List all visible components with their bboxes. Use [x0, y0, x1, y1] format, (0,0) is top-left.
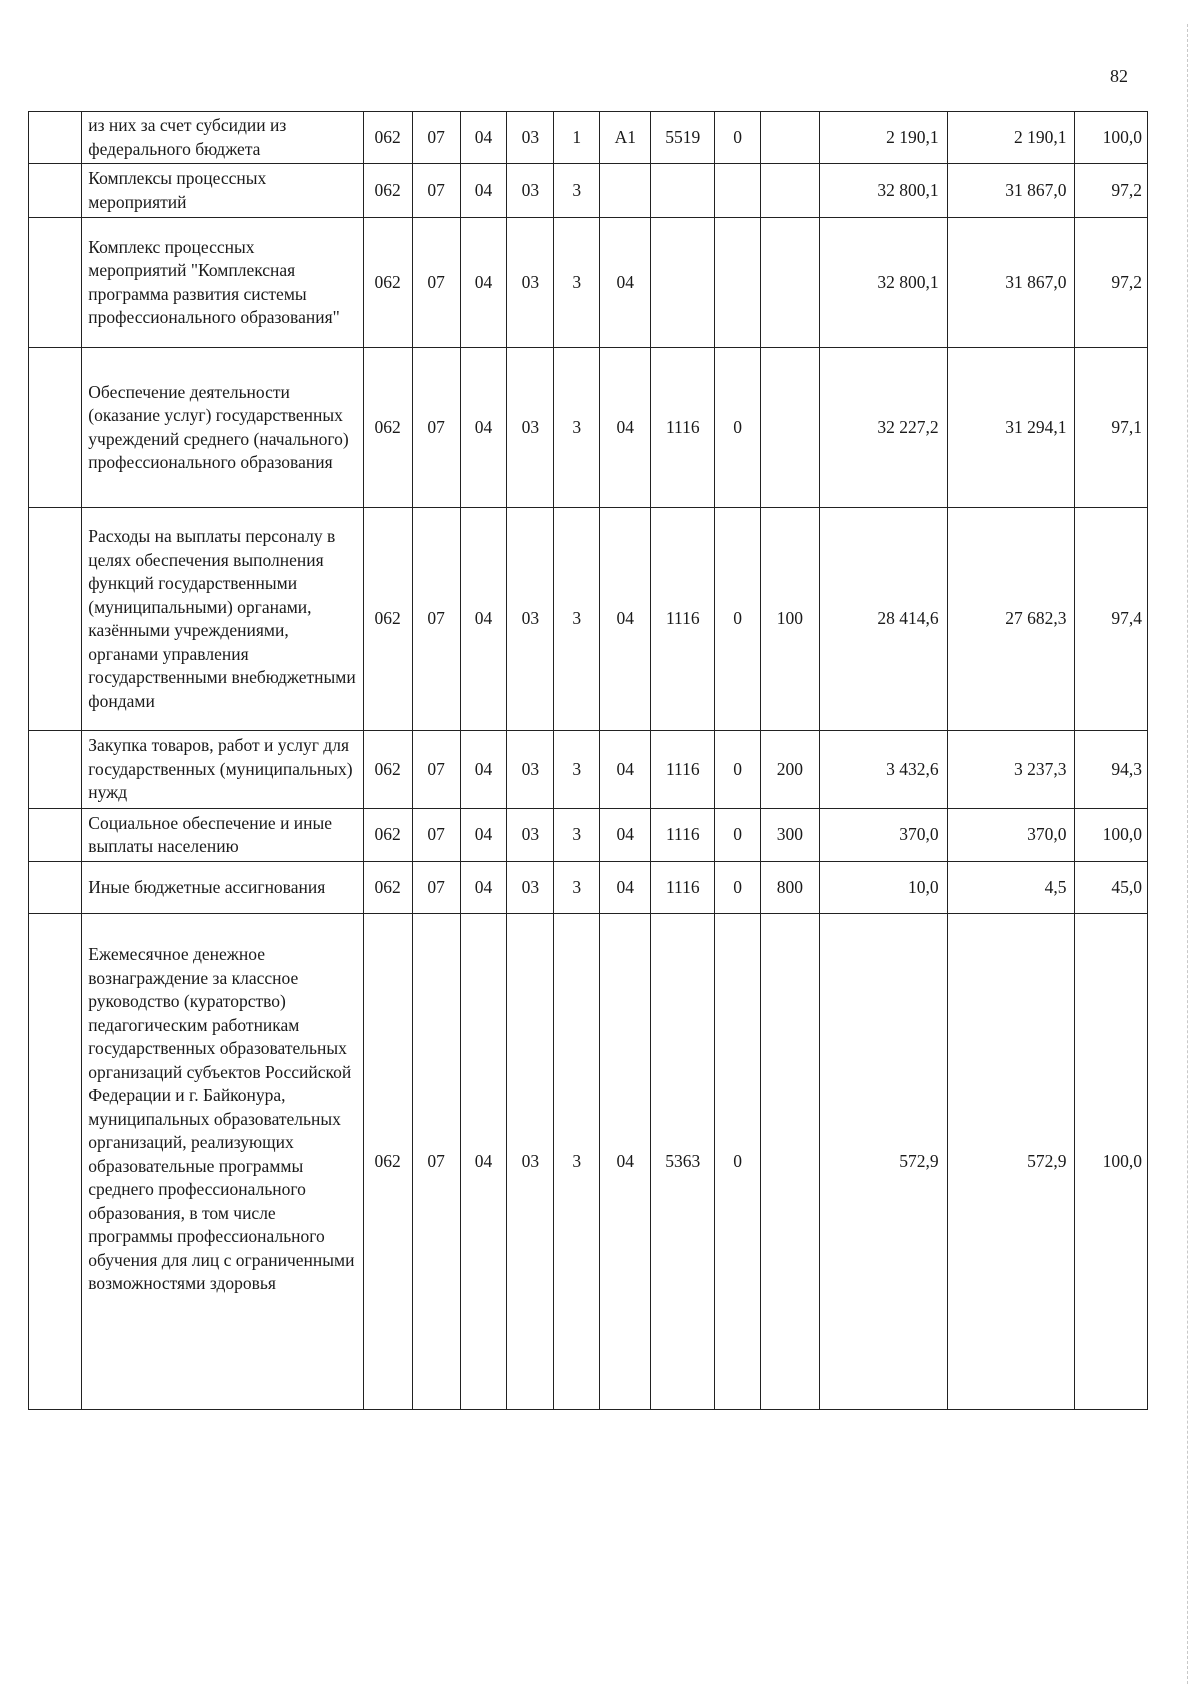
section-code: 07	[412, 508, 460, 731]
ved-code: 062	[363, 914, 412, 1410]
empty-cell	[29, 731, 82, 809]
target-article-part-5: 0	[715, 809, 761, 862]
plan-amount: 32 800,1	[819, 164, 947, 218]
expense-type-code	[761, 164, 820, 218]
target-article-part-4: 1116	[651, 809, 715, 862]
expense-type-code	[761, 218, 820, 348]
section-code: 07	[412, 348, 460, 508]
target-article-part-4: 5519	[651, 112, 715, 164]
expense-type-code: 800	[761, 862, 820, 914]
target-article-part-2: 3	[554, 862, 600, 914]
table-row	[29, 348, 1148, 508]
ved-code: 062	[363, 508, 412, 731]
subsection-code: 04	[460, 731, 507, 809]
subsection-code: 04	[460, 508, 507, 731]
empty-cell	[29, 218, 82, 348]
target-article-part-1: 03	[507, 348, 554, 508]
fact-amount: 27 682,3	[947, 508, 1075, 731]
target-article-part-1: 03	[507, 218, 554, 348]
section-code: 07	[412, 809, 460, 862]
target-article-part-4	[651, 164, 715, 218]
section-code: 07	[412, 731, 460, 809]
fact-amount: 31 867,0	[947, 218, 1075, 348]
row-name: Закупка товаров, работ и услуг для государственных (муниципальных) нужд	[82, 731, 363, 809]
target-article-part-3: 04	[600, 862, 651, 914]
table-row	[29, 809, 1148, 862]
target-article-part-3	[600, 164, 651, 218]
target-article-part-4	[651, 218, 715, 348]
ved-code: 062	[363, 862, 412, 914]
target-article-part-1: 03	[507, 809, 554, 862]
target-article-part-5	[715, 164, 761, 218]
row-name: Иные бюджетные ассигнования	[82, 862, 363, 914]
row-name: Обеспечение деятельности (оказание услуг) государственных учреждений среднего (начального) профессионального образования	[82, 348, 363, 508]
target-article-part-1: 03	[507, 164, 554, 218]
target-article-part-3: 04	[600, 731, 651, 809]
subsection-code: 04	[460, 218, 507, 348]
target-article-part-2: 1	[554, 112, 600, 164]
target-article-part-4: 1116	[651, 508, 715, 731]
plan-amount: 10,0	[819, 862, 947, 914]
section-code: 07	[412, 164, 460, 218]
target-article-part-1: 03	[507, 731, 554, 809]
empty-cell	[29, 914, 82, 1410]
expense-type-code	[761, 348, 820, 508]
target-article-part-1: 03	[507, 914, 554, 1410]
fact-amount: 370,0	[947, 809, 1075, 862]
target-article-part-2: 3	[554, 508, 600, 731]
target-article-part-5: 0	[715, 731, 761, 809]
table-row	[29, 218, 1148, 348]
execution-percent: 97,2	[1075, 164, 1148, 218]
table-row	[29, 164, 1148, 218]
expense-type-code	[761, 112, 820, 164]
subsection-code: 04	[460, 164, 507, 218]
expense-type-code: 200	[761, 731, 820, 809]
subsection-code: 04	[460, 112, 507, 164]
execution-percent: 45,0	[1075, 862, 1148, 914]
row-name: Комплекс процессных мероприятий "Комплексная программа развития системы профессионального образования"	[82, 218, 363, 348]
empty-cell	[29, 112, 82, 164]
table-row	[29, 914, 1148, 1410]
row-name: Социальное обеспечение и иные выплаты населению	[82, 809, 363, 862]
target-article-part-4: 1116	[651, 862, 715, 914]
target-article-part-2: 3	[554, 731, 600, 809]
subsection-code: 04	[460, 914, 507, 1410]
target-article-part-4: 1116	[651, 348, 715, 508]
target-article-part-1: 03	[507, 508, 554, 731]
section-code: 07	[412, 914, 460, 1410]
ved-code: 062	[363, 112, 412, 164]
subsection-code: 04	[460, 348, 507, 508]
row-name: Комплексы процессных мероприятий	[82, 164, 363, 218]
target-article-part-3: 04	[600, 218, 651, 348]
row-name: из них за счет субсидии из федерального бюджета	[82, 112, 363, 164]
subsection-code: 04	[460, 862, 507, 914]
target-article-part-5: 0	[715, 508, 761, 731]
execution-percent: 100,0	[1075, 112, 1148, 164]
target-article-part-2: 3	[554, 809, 600, 862]
target-article-part-2: 3	[554, 218, 600, 348]
plan-amount: 32 227,2	[819, 348, 947, 508]
table-row	[29, 508, 1148, 731]
target-article-part-5	[715, 218, 761, 348]
plan-amount: 572,9	[819, 914, 947, 1410]
table-row	[29, 112, 1148, 164]
empty-cell	[29, 508, 82, 731]
target-article-part-3: 04	[600, 809, 651, 862]
empty-cell	[29, 809, 82, 862]
target-article-part-4: 1116	[651, 731, 715, 809]
budget-execution-table	[28, 111, 1148, 1410]
fact-amount: 31 867,0	[947, 164, 1075, 218]
page-number: 82	[1110, 66, 1128, 86]
row-name: Расходы на выплаты персоналу в целях обеспечения выполнения функций государственными (муниципальными) органами, казёнными учреждениями, органами управления государственными внебюджетными фондами	[82, 508, 363, 731]
section-code: 07	[412, 218, 460, 348]
table-row	[29, 731, 1148, 809]
target-article-part-3: 04	[600, 348, 651, 508]
scan-edge-line	[1187, 24, 1188, 1684]
target-article-part-1: 03	[507, 862, 554, 914]
expense-type-code: 100	[761, 508, 820, 731]
execution-percent: 100,0	[1075, 809, 1148, 862]
plan-amount: 2 190,1	[819, 112, 947, 164]
empty-cell	[29, 862, 82, 914]
execution-percent: 94,3	[1075, 731, 1148, 809]
plan-amount: 370,0	[819, 809, 947, 862]
expense-type-code	[761, 914, 820, 1410]
target-article-part-3: 04	[600, 508, 651, 731]
execution-percent: 97,4	[1075, 508, 1148, 731]
plan-amount: 3 432,6	[819, 731, 947, 809]
execution-percent: 97,1	[1075, 348, 1148, 508]
target-article-part-4: 5363	[651, 914, 715, 1410]
empty-cell	[29, 164, 82, 218]
target-article-part-5: 0	[715, 112, 761, 164]
fact-amount: 2 190,1	[947, 112, 1075, 164]
fact-amount: 572,9	[947, 914, 1075, 1410]
target-article-part-1: 03	[507, 112, 554, 164]
fact-amount: 4,5	[947, 862, 1075, 914]
empty-cell	[29, 348, 82, 508]
ved-code: 062	[363, 218, 412, 348]
expense-type-code: 300	[761, 809, 820, 862]
ved-code: 062	[363, 809, 412, 862]
execution-percent: 100,0	[1075, 914, 1148, 1410]
plan-amount: 32 800,1	[819, 218, 947, 348]
ved-code: 062	[363, 348, 412, 508]
section-code: 07	[412, 862, 460, 914]
target-article-part-5: 0	[715, 914, 761, 1410]
execution-percent: 97,2	[1075, 218, 1148, 348]
subsection-code: 04	[460, 809, 507, 862]
plan-amount: 28 414,6	[819, 508, 947, 731]
ved-code: 062	[363, 164, 412, 218]
target-article-part-3: A1	[600, 112, 651, 164]
fact-amount: 3 237,3	[947, 731, 1075, 809]
section-code: 07	[412, 112, 460, 164]
target-article-part-5: 0	[715, 862, 761, 914]
target-article-part-2: 3	[554, 348, 600, 508]
table-row	[29, 862, 1148, 914]
target-article-part-5: 0	[715, 348, 761, 508]
fact-amount: 31 294,1	[947, 348, 1075, 508]
ved-code: 062	[363, 731, 412, 809]
target-article-part-2: 3	[554, 164, 600, 218]
row-name: Ежемесячное денежное вознаграждение за классное руководство (кураторство) педагогическим работникам государственных образовательных организаций субъектов Российской Федерации и г. Байконура, муниципальных образовательных организаций, реализующих образовательные программы среднего профессионального образования, в том числе программы профессионального обучения для лиц с ограниченными возможностями здоровья	[82, 914, 363, 1410]
target-article-part-2: 3	[554, 914, 600, 1410]
target-article-part-3: 04	[600, 914, 651, 1410]
